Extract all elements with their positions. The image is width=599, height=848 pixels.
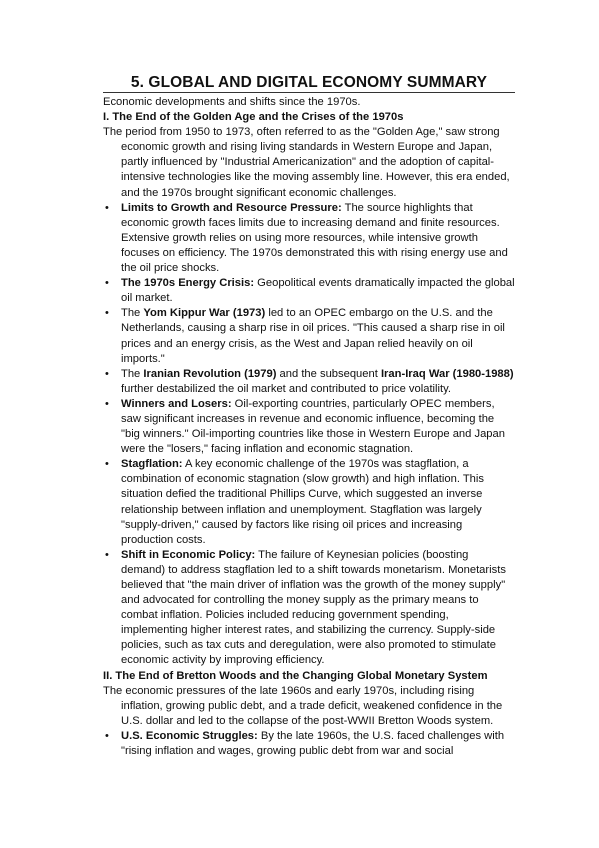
bullet-icon: • [105, 548, 109, 561]
bullet-icon: • [105, 201, 109, 214]
bullet-icon: • [105, 307, 109, 320]
title-divider [103, 92, 515, 93]
bullet-icon: • [105, 458, 109, 471]
section-intro-1: The period from 1950 to 1973, often referred to as the "Golden Age," saw strong economic growth and rising living standards in Western Europe and Japan, partly influenced by "Industrial Americanization" and the adoption of capital-intensive technologies like the moving assembly line. However, this era ended, and the 1970s brought significant economic challenges. [103, 126, 510, 199]
bullet-icon: • [105, 729, 109, 742]
bullet-lead-2: Iran-Iraq War (1980-1988) [380, 367, 514, 380]
list-item [103, 201, 515, 276]
document-title: 5. GLOBAL AND DIGITAL ECONOMY SUMMARY [130, 74, 488, 91]
section-heading-1: I. The End of the Golden Age and the Crises of the 1970s [103, 111, 404, 124]
bullet-text: led to an OPEC embargo on the U.S. and the Netherlands, causing a sharp rise in oil prices. "This caused a sharp rise in oil prices and an energy crisis, as the West and Japan relied heavily on oil imports." [121, 307, 505, 365]
list-item [103, 548, 515, 669]
bullet-lead: The 1970s Energy Crisis: [121, 277, 255, 290]
bullet-text: By the late 1960s, the U.S. faced challenges with "rising inflation and wages, growing public debt from war and social [121, 729, 505, 758]
list-item [103, 397, 515, 457]
bullet-icon: • [105, 367, 109, 380]
bullet-text: Oil-exporting countries, particularly OPEC members, saw significant increases in revenue and economic influence, becoming the "big winners." Oil-importing countries like those in Western Europe and Japan were the "losers," facing inflation and economic stagnation. [121, 397, 505, 456]
bullet-text: Geopolitical events dramatically impacted the global oil market. [121, 277, 515, 305]
list-item [103, 276, 515, 306]
bullet-text: further destabilized the oil market and contributed to price volatility. [121, 382, 451, 395]
bullet-pre: The [121, 367, 144, 380]
list-item [103, 367, 515, 397]
list-item [103, 457, 515, 548]
bullet-list-1 [103, 201, 515, 669]
list-item [103, 729, 515, 759]
bullet-lead: Shift in Economic Policy: [121, 548, 256, 561]
bullet-lead: U.S. Economic Struggles: [121, 729, 258, 742]
bullet-text: A key economic challenge of the 1970s was stagflation, a combination of economic stagnation (slow growth) and high inflation. This situation defied the traditional Phillips Curve, which suggested an inverse relationship between inflation and unemployment. Stagflation was largely "supply-driven," caused by factors like rising oil prices and increasing production costs. [121, 458, 484, 546]
bullet-icon: • [105, 277, 109, 290]
subtitle: Economic developments and shifts since the 1970s. [103, 96, 361, 108]
section-heading-2: II. The End of Bretton Woods and the Changing Global Monetary System [103, 669, 488, 682]
bullet-pre: The [121, 307, 144, 320]
bullet-lead: Winners and Losers: [121, 397, 232, 410]
bullet-lead: Limits to Growth and Resource Pressure: [121, 201, 342, 214]
list-item [103, 306, 515, 366]
bullet-lead: Yom Kippur War (1973) [143, 307, 266, 320]
bullet-icon: • [105, 397, 109, 410]
bullet-text: The source highlights that economic growth faces limits due to increasing demand and finite resources. Extensive growth relies on using more resources, while intensive growth focuses on efficiency. The 1970s demonstrated this with rising energy use and the oil price shocks. [121, 201, 508, 275]
document-body [103, 95, 515, 759]
bullet-list-2 [103, 729, 515, 759]
section-intro-2: The economic pressures of the late 1960s and early 1970s, including rising inflation, growing public debt, and a trade deficit, weakened confidence in the U.S. dollar and led to the collapse of the post-WWII Bretton Woods system. [103, 684, 503, 727]
bullet-lead: Iranian Revolution (1979) [143, 367, 277, 380]
bullet-text: The failure of Keynesian policies (boosting demand) to address stagflation led to a shift towards monetarism. Monetarists believed that "the main driver of inflation was the growth of the money supply" and advocated for controlling the money supply as the primary means to combat inflation. Policies included reducing government spending, implementing higher interest rates, and stabilizing the currency. Supply-side policies, such as tax cuts and deregulation, were also promoted to stimulate economic activity by improving efficiency. [121, 548, 506, 667]
bullet-mid: and the subsequent [276, 367, 381, 380]
bullet-lead: Stagflation: [121, 458, 183, 471]
